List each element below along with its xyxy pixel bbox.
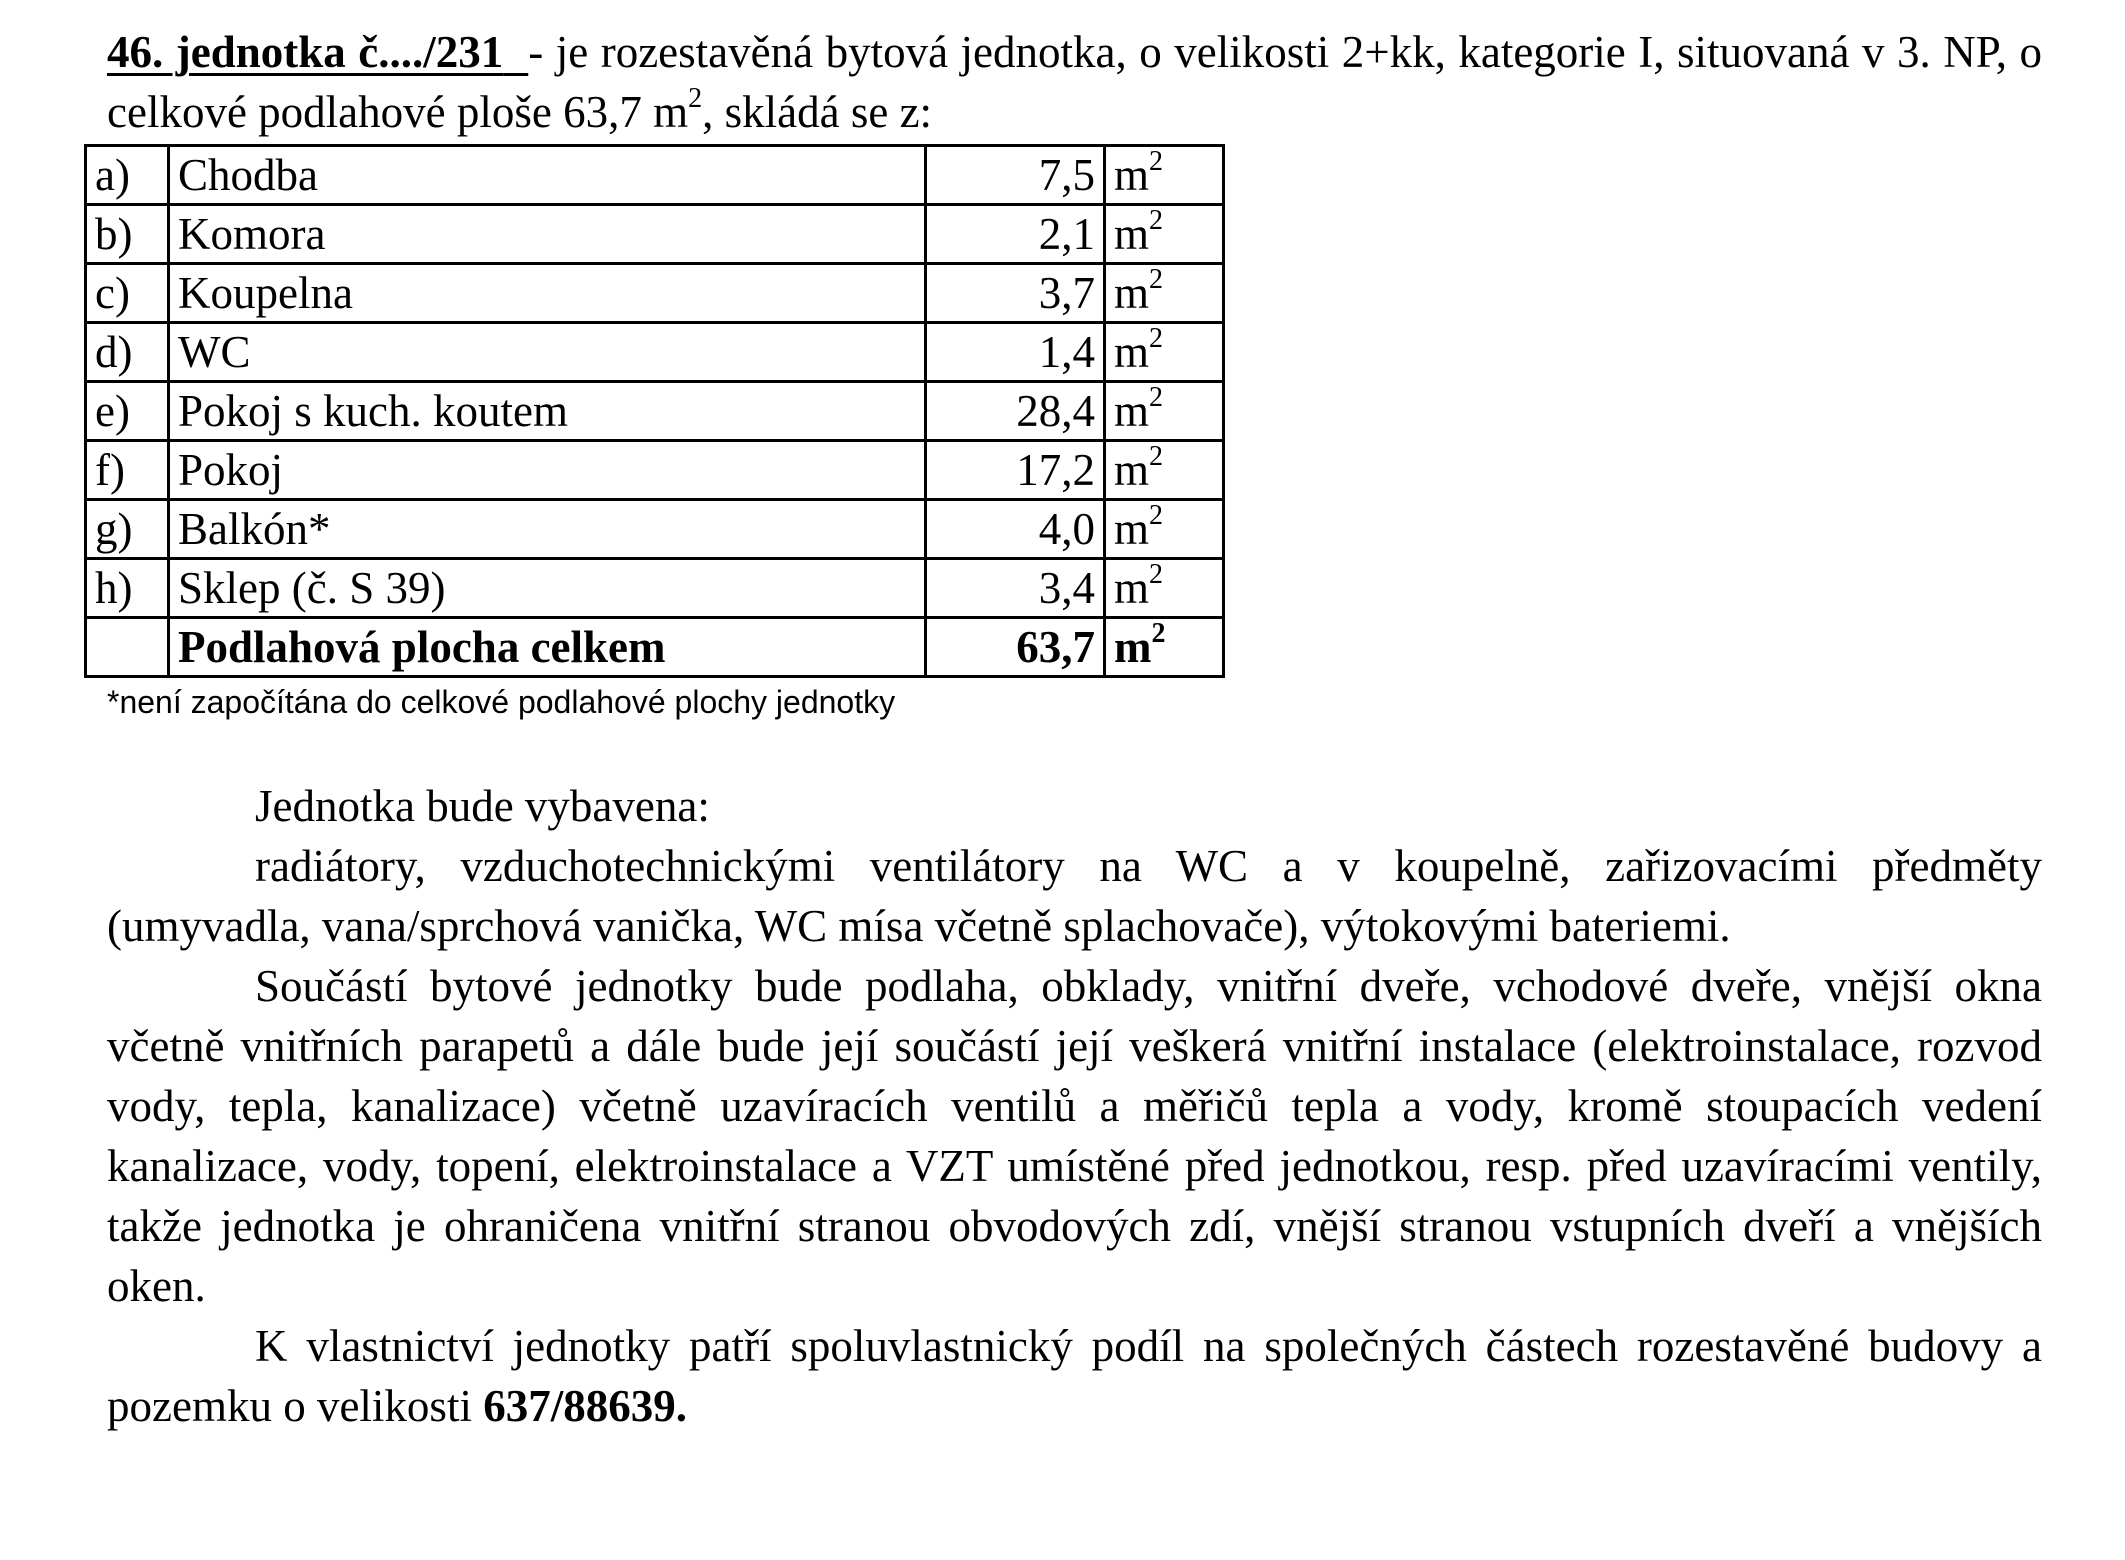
room-area: 7,5: [926, 146, 1105, 205]
ownership-end: .: [675, 1381, 687, 1431]
unit-intro: [107, 22, 2042, 142]
room-area: 3,7: [926, 264, 1105, 323]
unit-superscript: 2: [1149, 323, 1164, 354]
table-row: [86, 264, 1224, 323]
unit-superscript: 2: [1149, 382, 1164, 413]
table-row: [86, 382, 1224, 441]
unit-superscript: 2: [1149, 559, 1164, 590]
room-name: Komora: [169, 205, 926, 264]
area-superscript: 2: [688, 83, 703, 114]
area-unit: [1105, 146, 1224, 205]
table-row: [86, 500, 1224, 559]
total-area: 63,7: [926, 618, 1105, 677]
row-letter: g): [86, 500, 169, 559]
room-name: Chodba: [169, 146, 926, 205]
ownership-sentence: K vlastnictví jednotky patří spoluvlastnický podíl na společných částech rozestavěné budovy a pozemku o velikosti: [107, 1321, 2042, 1431]
ownership-text: [107, 1316, 2042, 1436]
room-name: Koupelna: [169, 264, 926, 323]
room-areas-table: [84, 144, 1225, 678]
unit-superscript: 2: [1151, 618, 1166, 649]
unit-description-end: , skládá se z:: [702, 87, 933, 137]
area-unit: [1105, 382, 1224, 441]
row-letter: a): [86, 146, 169, 205]
unit-heading: 46. jednotka č..../231: [107, 27, 504, 77]
area-unit: [1105, 559, 1224, 618]
room-name: WC: [169, 323, 926, 382]
unit-description: - je rozestavěná bytová jednotka, o velikosti 2+kk, kategorie I, situovaná v 3. NP, o celkové podlahové ploše 63,7 m: [107, 27, 2042, 137]
room-name: Pokoj: [169, 441, 926, 500]
unit-text: m: [1114, 268, 1150, 318]
equipment-section: [107, 776, 2042, 1436]
table-row: [86, 559, 1224, 618]
table-footnote: *není započítána do celkové podlahové plochy jednotky: [107, 684, 896, 720]
unit-text: m: [1114, 504, 1150, 554]
total-row: [86, 618, 1224, 677]
table-row: [86, 323, 1224, 382]
row-letter: h): [86, 559, 169, 618]
equipment-text: radiátory, vzduchotechnickými ventilátory na WC a v koupelně, zařizovacími předměty (umyvadla, vana/sprchová vanička, WC mísa včetně splachovače), výtokovými bateriemi.: [107, 841, 2042, 951]
room-area: 4,0: [926, 500, 1105, 559]
row-letter: c): [86, 264, 169, 323]
area-unit: [1105, 323, 1224, 382]
ownership-share: 637/88639: [483, 1381, 676, 1431]
row-letter: d): [86, 323, 169, 382]
unit-text: m: [1114, 150, 1150, 200]
room-name: Balkón*: [169, 500, 926, 559]
table-row: [86, 441, 1224, 500]
unit-superscript: 2: [1149, 205, 1164, 236]
unit-superscript: 2: [1149, 441, 1164, 472]
area-unit: [1105, 205, 1224, 264]
unit-text: m: [1114, 327, 1150, 377]
room-area: 1,4: [926, 323, 1105, 382]
area-unit: [1105, 500, 1224, 559]
unit-text: m: [1114, 445, 1150, 495]
unit-superscript: 2: [1149, 264, 1164, 295]
heading-underline-spacer: [503, 27, 528, 77]
unit-text: m: [1114, 563, 1150, 613]
unit-text: m: [1114, 622, 1152, 672]
unit-text: m: [1114, 209, 1150, 259]
row-letter: f): [86, 441, 169, 500]
room-name: Sklep (č. S 39): [169, 559, 926, 618]
area-unit: [1105, 441, 1224, 500]
row-letter: e): [86, 382, 169, 441]
document-page: [95, 22, 2042, 1436]
area-unit: [1105, 264, 1224, 323]
total-label: Podlahová plocha celkem: [169, 618, 926, 677]
equipment-label: Jednotka bude vybavena:: [255, 781, 710, 831]
room-area: 17,2: [926, 441, 1105, 500]
table-row: [86, 205, 1224, 264]
unit-text: m: [1114, 386, 1150, 436]
area-unit: [1105, 618, 1224, 677]
row-letter: b): [86, 205, 169, 264]
unit-superscript: 2: [1149, 146, 1164, 177]
row-letter: [86, 618, 169, 677]
room-area: 28,4: [926, 382, 1105, 441]
room-area: 2,1: [926, 205, 1105, 264]
room-name: Pokoj s kuch. koutem: [169, 382, 926, 441]
room-area: 3,4: [926, 559, 1105, 618]
components-text: Součástí bytové jednotky bude podlaha, obklady, vnitřní dveře, vchodové dveře, vnější okna včetně vnitřních parapetů a dále bude její součástí její veškerá vnitřní instalace (elektroinstalace, rozvod vody, tepla, kanalizace) včetně uzavíracích ventilů a měřičů tepla a vody, kromě stoupacích vedení kanalizace, vody, topení, elektroinstalace a VZT umístěné před jednotkou, resp. před uzavíracími ventily, takže jednotka je ohraničena vnitřní stranou obvodových zdí, vnější stranou vstupních dveří a vnějších oken.: [107, 961, 2042, 1311]
unit-superscript: 2: [1149, 500, 1164, 531]
table-row: [86, 146, 1224, 205]
